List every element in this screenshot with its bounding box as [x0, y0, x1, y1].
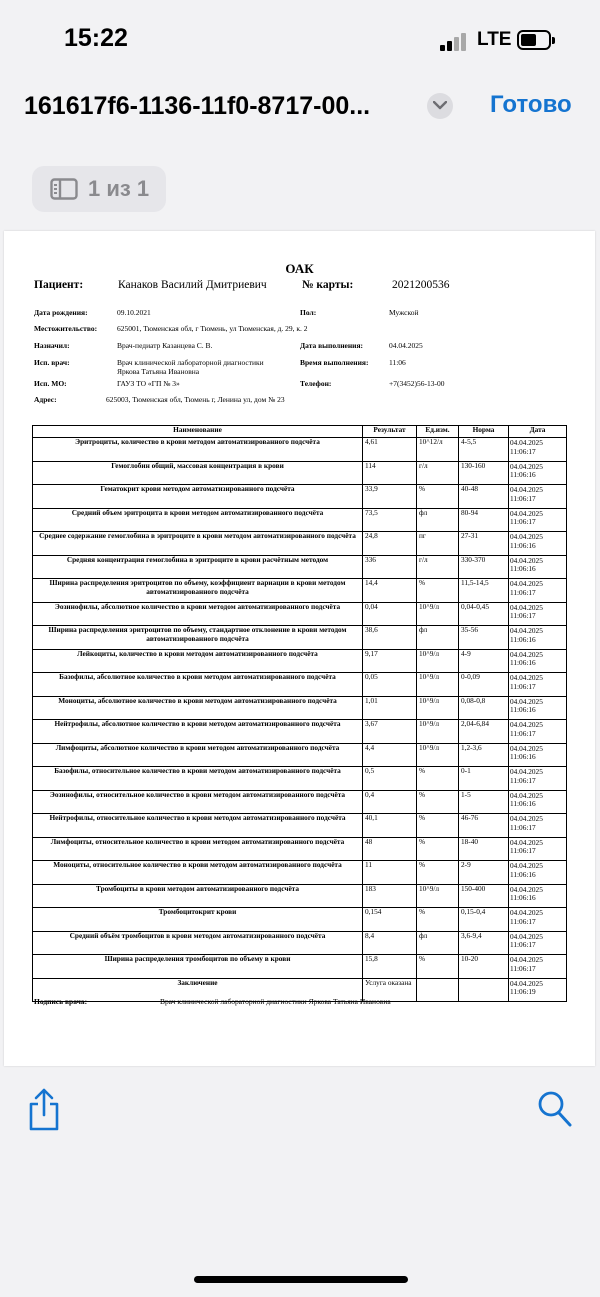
result-date: 04.04.2025: [510, 508, 543, 518]
table-header-row: [33, 426, 567, 438]
result-name: Средний объем эритроцита в крови методом автоматизированного подсчёта: [33, 508, 363, 532]
result-norm: 0,04-0,45: [459, 602, 509, 626]
result-time: 11:06:17: [510, 493, 536, 503]
result-value: 24,8: [363, 532, 417, 556]
result-time: 11:06:17: [510, 587, 536, 597]
result-time: 11:06:17: [510, 916, 536, 926]
result-datetime: [509, 696, 567, 720]
mo-value: ГАУЗ ТО «ГП № 3»: [117, 379, 180, 388]
result-unit: пг: [417, 532, 459, 556]
chevron-down-icon: [433, 101, 447, 110]
result-time: 11:06:19: [510, 987, 536, 996]
mo-label: Исп. МО:: [34, 379, 67, 388]
result-value: 0,154: [363, 908, 417, 932]
result-norm: 18-40: [459, 837, 509, 861]
document-title: ОАК: [285, 261, 314, 276]
result-unit: 10^9/л: [417, 884, 459, 908]
result-time: 11:06:16: [510, 658, 536, 667]
result-datetime: [509, 931, 567, 955]
result-name: Тромбоциты в крови методом автоматизированного подсчёта: [33, 884, 363, 908]
result-time: 11:06:16: [510, 705, 536, 714]
col-header-norm: Норма: [459, 426, 509, 438]
result-norm: 3,6-9,4: [459, 931, 509, 955]
result-datetime: [509, 908, 567, 932]
result-time: 11:06:16: [510, 470, 536, 479]
result-time: 11:06:17: [510, 846, 536, 855]
table-row: [33, 532, 567, 556]
result-value: 183: [363, 884, 417, 908]
sex-label: Пол:: [300, 308, 317, 317]
result-value: 48: [363, 837, 417, 861]
result-value: 3,67: [363, 720, 417, 744]
result-unit: %: [417, 485, 459, 509]
result-time: 11:06:17: [510, 963, 536, 973]
result-unit: фл: [417, 931, 459, 955]
result-datetime: [509, 955, 567, 979]
result-norm: 130-160: [459, 461, 509, 485]
table-row: [33, 579, 567, 603]
result-time: 11:06:17: [510, 517, 536, 526]
result-norm: 2,04-6,84: [459, 720, 509, 744]
table-row: [33, 485, 567, 509]
result-datetime: [509, 837, 567, 861]
result-name: Лимфоциты, относительное количество в крови методом автоматизированного подсчёта: [33, 837, 363, 861]
result-value: 0,04: [363, 602, 417, 626]
table-row: [33, 837, 567, 861]
result-time: 11:06:16: [510, 869, 536, 879]
result-unit: 10^9/л: [417, 743, 459, 767]
result-date: 04.04.2025: [510, 814, 543, 823]
result-time: 11:06:17: [510, 681, 536, 691]
cellular-signal-icon: [440, 31, 470, 51]
table-row: [33, 861, 567, 885]
doctor-label: Исп. врач:: [34, 358, 70, 367]
result-unit: 10^9/л: [417, 673, 459, 697]
result-unit: %: [417, 767, 459, 791]
result-datetime: [509, 790, 567, 814]
table-row: [33, 438, 567, 462]
table-row: [33, 508, 567, 532]
doctor-value-line1: Врач клинической лабораторной диагностики: [117, 358, 264, 367]
document-filename[interactable]: 161617f6-1136-11f0-8717-00...: [24, 92, 371, 120]
document-page: [4, 231, 595, 1066]
result-date: 04.04.2025: [510, 438, 543, 447]
result-value: 38,6: [363, 626, 417, 650]
result-value: 0,4: [363, 790, 417, 814]
result-name: Эритроциты, количество в крови методом автоматизированного подсчёта: [33, 438, 363, 462]
phone-label: Телефон:: [300, 379, 332, 388]
result-value: 9,17: [363, 649, 417, 673]
result-norm: 0-0,09: [459, 673, 509, 697]
result-value: Услуга оказана: [363, 978, 417, 1002]
table-row: [33, 743, 567, 767]
result-name: Эозинофилы, абсолютное количество в крови методом автоматизированного подсчёта: [33, 602, 363, 626]
result-date: 04.04.2025: [510, 767, 543, 776]
result-name: Моноциты, относительное количество в крови методом автоматизированного подсчёта: [33, 861, 363, 885]
table-row: [33, 767, 567, 791]
result-unit: 10^9/л: [417, 696, 459, 720]
result-norm: 2-9: [459, 861, 509, 885]
result-date: 04.04.2025: [510, 602, 543, 612]
result-time: 11:06:17: [510, 775, 536, 785]
table-row: [33, 696, 567, 720]
birth-label: Дата рождения:: [34, 308, 88, 317]
result-name: Лейкоциты, количество в крови методом автоматизированного подсчёта: [33, 649, 363, 673]
table-row: [33, 461, 567, 485]
result-value: 11: [363, 861, 417, 885]
result-norm: 80-94: [459, 508, 509, 532]
table-row: [33, 555, 567, 579]
result-name: Средняя концентрация гемоглобина в эритроците в крови расчётным методом: [33, 555, 363, 579]
result-time: 11:06:16: [510, 752, 536, 761]
result-name: Гемоглобин общий, массовая концентрация в крови: [33, 461, 363, 485]
exec-date-value: 04.04.2025: [389, 341, 423, 350]
result-unit: 10^9/л: [417, 720, 459, 744]
col-header-result: Результат: [363, 426, 417, 438]
table-row: [33, 673, 567, 697]
result-norm: 330-370: [459, 555, 509, 579]
result-date: 04.04.2025: [510, 837, 543, 847]
result-norm: 10-20: [459, 955, 509, 979]
result-norm: 150-400: [459, 884, 509, 908]
doctor-value-line2: Яркова Татьяна Ивановна: [117, 367, 200, 376]
share-icon[interactable]: [28, 1088, 60, 1132]
result-unit: 10^12/л: [417, 438, 459, 462]
result-unit: %: [417, 814, 459, 838]
assigned-value: Врач-педиатр Казанцева С. В.: [117, 341, 213, 350]
result-name: Базофилы, относительное количество в крови методом автоматизированного подсчёта: [33, 767, 363, 791]
result-time: 11:06:16: [510, 893, 536, 902]
result-datetime: [509, 978, 567, 1002]
done-button[interactable]: Готово: [490, 91, 572, 118]
result-datetime: [509, 532, 567, 556]
result-datetime: [509, 508, 567, 532]
result-name: Базофилы, абсолютное количество в крови методом автоматизированного подсчёта: [33, 673, 363, 697]
table-row: [33, 649, 567, 673]
table-row: [33, 955, 567, 979]
result-datetime: [509, 861, 567, 885]
card-label: № карты:: [302, 279, 354, 291]
result-time: 11:06:17: [510, 446, 536, 456]
result-unit: г/л: [417, 461, 459, 485]
signature-value: Врач клинической лабораторной диагностики Яркова Татьяна Ивановна: [160, 997, 391, 1006]
result-date: 04.04.2025: [510, 555, 543, 565]
table-row: [33, 790, 567, 814]
table-row: [33, 931, 567, 955]
result-value: 114: [363, 461, 417, 485]
result-time: 11:06:16: [510, 564, 536, 573]
exec-date-label: Дата выполнения:: [300, 341, 364, 350]
sex-value: Мужской: [389, 308, 419, 317]
result-date: 04.04.2025: [510, 978, 543, 988]
result-time: 11:06:17: [510, 940, 536, 949]
result-time: 11:06:16: [510, 799, 536, 808]
phone-value: +7(3452)56-13-00: [389, 379, 445, 388]
table-row: [33, 884, 567, 908]
result-date: 04.04.2025: [510, 931, 543, 941]
result-datetime: [509, 884, 567, 908]
table-row: [33, 602, 567, 626]
page-indicator[interactable]: [32, 166, 166, 212]
result-date: 04.04.2025: [510, 861, 543, 870]
result-norm: 11,5-14,5: [459, 579, 509, 603]
result-unit: фл: [417, 626, 459, 650]
result-datetime: [509, 485, 567, 509]
search-icon[interactable]: [537, 1090, 573, 1128]
result-name: Средний объём тромбоцитов в крови методом автоматизированного подсчёта: [33, 931, 363, 955]
address2-value: 625003, Тюменская обл, Тюмень г, Ленина ул, дом № 23: [106, 395, 285, 404]
result-date: 04.04.2025: [510, 743, 543, 753]
result-norm: 4-9: [459, 649, 509, 673]
result-datetime: [509, 602, 567, 626]
birth-value: 09.10.2021: [117, 308, 151, 317]
result-datetime: [509, 555, 567, 579]
result-time: 11:06:17: [510, 611, 536, 620]
result-date: 04.04.2025: [510, 884, 543, 894]
result-name: Среднее содержание гемоглобина в эритроците в крови методом автоматизированного подсчёта: [33, 532, 363, 556]
col-header-name: Наименование: [33, 426, 363, 438]
result-norm: 35-56: [459, 626, 509, 650]
result-time: 11:06:17: [510, 728, 536, 738]
result-name: Заключение: [33, 978, 363, 1002]
result-time: 11:06:16: [510, 540, 536, 550]
result-unit: г/л: [417, 555, 459, 579]
address1-value: 625001, Тюменская обл, г Тюмень, ул Тюменская, д. 29, к. 2: [117, 324, 308, 333]
result-value: 40,1: [363, 814, 417, 838]
result-unit: %: [417, 861, 459, 885]
result-value: 4,61: [363, 438, 417, 462]
battery-icon: [517, 30, 551, 50]
result-datetime: [509, 673, 567, 697]
result-unit: 10^9/л: [417, 602, 459, 626]
exec-time-value: 11:06: [389, 358, 406, 367]
result-value: 1,01: [363, 696, 417, 720]
result-value: 0,5: [363, 767, 417, 791]
result-value: 0,05: [363, 673, 417, 697]
sidebar-pages-icon: [50, 178, 78, 200]
result-date: 04.04.2025: [510, 720, 543, 729]
result-name: Моноциты, абсолютное количество в крови методом автоматизированного подсчёта: [33, 696, 363, 720]
result-value: 15,8: [363, 955, 417, 979]
result-norm: 0,08-0,8: [459, 696, 509, 720]
result-name: Нейтрофилы, абсолютное количество в крови методом автоматизированного подсчёта: [33, 720, 363, 744]
result-datetime: [509, 579, 567, 603]
signature-label: Подпись врача:: [34, 997, 88, 1006]
result-unit: %: [417, 955, 459, 979]
result-value: 336: [363, 555, 417, 579]
result-unit: %: [417, 579, 459, 603]
result-date: 04.04.2025: [510, 532, 543, 541]
result-datetime: [509, 649, 567, 673]
result-unit: %: [417, 908, 459, 932]
result-date: 04.04.2025: [510, 485, 543, 494]
result-date: 04.04.2025: [510, 626, 543, 635]
result-time: 11:06:17: [510, 822, 536, 832]
result-unit: %: [417, 790, 459, 814]
address2-label: Адрес:: [34, 395, 57, 404]
patient-label: Пациент:: [34, 279, 84, 291]
result-name: Гематокрит крови методом автоматизированного подсчёта: [33, 485, 363, 509]
result-norm: 0-1: [459, 767, 509, 791]
result-name: Ширина распределения эритроцитов по объему, стандартное отклонение в крови методом автоматизированного подсчёта: [33, 626, 363, 650]
result-date: 04.04.2025: [510, 673, 543, 682]
result-date: 04.04.2025: [510, 579, 543, 588]
result-datetime: [509, 814, 567, 838]
result-unit: фл: [417, 508, 459, 532]
result-unit: %: [417, 837, 459, 861]
assigned-label: Назначил:: [34, 341, 70, 350]
table-row: [33, 720, 567, 744]
network-type: LTE: [477, 29, 512, 50]
result-date: 04.04.2025: [510, 461, 543, 471]
result-name: Нейтрофилы, относительное количество в крови методом автоматизированного подсчёта: [33, 814, 363, 838]
result-time: 11:06:16: [510, 634, 536, 644]
card-number: 2021200536: [392, 279, 450, 291]
result-date: 04.04.2025: [510, 790, 543, 800]
col-header-unit: Ед.изм.: [417, 426, 459, 438]
clock: 15:22: [64, 24, 128, 52]
status-bar: [0, 0, 600, 80]
exec-time-label: Время выполнения:: [300, 358, 369, 367]
result-norm: 40-48: [459, 485, 509, 509]
result-value: 14,4: [363, 579, 417, 603]
result-norm: 27-31: [459, 532, 509, 556]
result-datetime: [509, 743, 567, 767]
result-datetime: [509, 461, 567, 485]
page-count: 1 из 1: [88, 176, 150, 201]
result-name: Ширина распределения тромбоцитов по объему в крови: [33, 955, 363, 979]
result-unit: 10^9/л: [417, 649, 459, 673]
result-name: Ширина распределения эритроцитов по объему, коэффициент вариации в крови методом автоматизированного подсчёта: [33, 579, 363, 603]
result-norm: 1,2-3,6: [459, 743, 509, 767]
result-datetime: [509, 626, 567, 650]
result-name: Тромбоцитокрит крови: [33, 908, 363, 932]
table-row: [33, 908, 567, 932]
result-date: 04.04.2025: [510, 908, 543, 917]
home-indicator[interactable]: [194, 1276, 408, 1283]
table-row: [33, 626, 567, 650]
address1-label: Местожительство:: [34, 324, 98, 333]
result-value: 33,9: [363, 485, 417, 509]
results-table: [32, 425, 567, 1002]
result-datetime: [509, 720, 567, 744]
result-name: Лимфоциты, абсолютное количество в крови методом автоматизированного подсчёта: [33, 743, 363, 767]
result-norm: 0,15-0,4: [459, 908, 509, 932]
patient-name: Канаков Василий Дмитриевич: [118, 279, 267, 291]
result-date: 04.04.2025: [510, 649, 543, 659]
result-unit: [417, 978, 459, 1002]
result-date: 04.04.2025: [510, 696, 543, 706]
result-value: 73,5: [363, 508, 417, 532]
result-date: 04.04.2025: [510, 955, 543, 964]
col-header-date: Дата: [509, 426, 567, 438]
result-norm: 4-5,5: [459, 438, 509, 462]
result-name: Эозинофилы, относительное количество в крови методом автоматизированного подсчёта: [33, 790, 363, 814]
result-norm: 1-5: [459, 790, 509, 814]
result-datetime: [509, 767, 567, 791]
result-value: 4,4: [363, 743, 417, 767]
result-datetime: [509, 438, 567, 462]
result-norm: 46-76: [459, 814, 509, 838]
result-value: 8,4: [363, 931, 417, 955]
title-menu-button[interactable]: [427, 93, 453, 119]
table-row: [33, 814, 567, 838]
result-norm: [459, 978, 509, 1002]
